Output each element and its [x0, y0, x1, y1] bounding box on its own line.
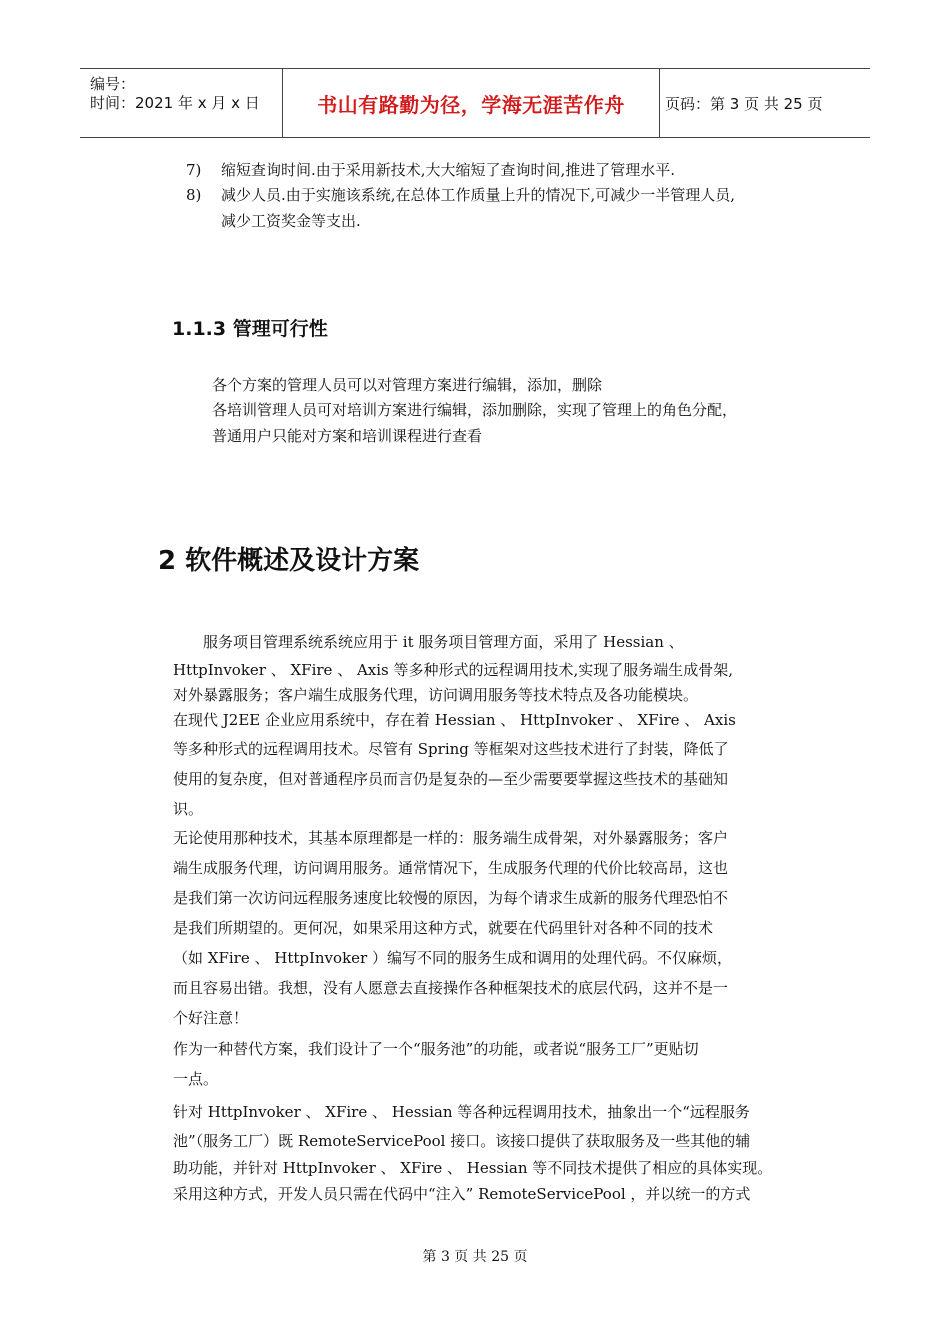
paragraph-line: 使用的复杂度，但对普通程序员而言仍是复杂的—至少需要要掌握这些技术的基础知: [173, 770, 729, 788]
header-motto-cell: [283, 69, 660, 137]
header-time-label: 时间：2021 年 x 月 x 日: [90, 94, 260, 112]
paragraph-line: 作为一种替代方案，我们设计了一个“服务池”的功能，或者说“服务工厂”更贴切: [173, 1040, 699, 1058]
paragraph-line: 是我们第一次访问远程服务速度比较慢的原因，为每个请求生成新的服务代理恐怕不: [173, 889, 729, 907]
list-item-number: 8): [186, 186, 202, 204]
list-item-number: 7): [186, 161, 202, 179]
page-footer: 第 3 页 共 25 页: [422, 1249, 528, 1265]
paragraph-line: 一点。: [173, 1070, 219, 1088]
paragraph-line: 采用这种方式，开发人员只需在代码中“注入” RemoteServicePool ，并以统一的方式: [173, 1185, 751, 1203]
header-motto: 书山有路勤为径，学海无涯苦作舟: [317, 92, 625, 117]
paragraph-line: 池”（服务工厂）既 RemoteServicePool 接口。该接口提供了获取服务及一些其他的辅: [173, 1132, 751, 1150]
paragraph-line: 无论使用那种技术，其基本原理都是一样的：服务端生成骨架，对外暴露服务；客户: [173, 829, 729, 847]
paragraph-line: HttpInvoker 、 XFire 、 Axis 等多种形式的远程调用技术,实现了服务端生成骨架,: [173, 661, 734, 679]
paragraph-line: 对外暴露服务；客户端生成服务代理，访问调用服务等技术特点及各功能模块。: [173, 686, 699, 704]
paragraph-line: 各个方案的管理人员可以对管理方案进行编辑，添加，删除: [212, 376, 603, 394]
paragraph-line: 助功能，并针对 HttpInvoker 、 XFire 、 Hessian 等不同技术提供了相应的具体实现。: [173, 1159, 773, 1177]
paragraph-line: （如 XFire 、 HttpInvoker ）编写不同的服务生成和调用的处理代码。不仅麻烦，: [173, 949, 732, 967]
list-item-text: 缩短查询时间.由于采用新技术,大大缩短了查询时间,推进了管理水平.: [221, 161, 676, 179]
paragraph-line: 是我们所期望的。更何况，如果采用这种方式，就要在代码里针对各种不同的技术: [173, 919, 714, 937]
paragraph-line: 服务项目管理系统系统应用于 it 服务项目管理方面，采用了 Hessian 、: [173, 633, 684, 651]
paragraph-line: 在现代 J2EE 企业应用系统中，存在着 Hessian 、 HttpInvoker 、 XFire 、 Axis: [173, 711, 736, 729]
paragraph-line: 识。: [173, 800, 204, 818]
paragraph-line: 针对 HttpInvoker 、 XFire 、 Hessian 等各种远程调用技术，抽象出一个“远程服务: [173, 1103, 750, 1121]
page-header: [80, 68, 870, 138]
paragraph-line: 普通用户只能对方案和培训课程进行查看: [212, 427, 483, 445]
paragraph-line: 各培训管理人员可对培训方案进行编辑，添加删除，实现了管理上的角色分配，: [212, 401, 738, 419]
paragraph-line: 而且容易出错。我想，没有人愿意去直接操作各种框架技术的底层代码，这并不是一: [173, 979, 729, 997]
section-heading-2: 2 软件概述及设计方案: [158, 546, 420, 576]
list-item-text: 减少工资奖金等支出.: [221, 212, 361, 230]
header-meta-cell: [80, 69, 283, 137]
header-number-label: 编号：: [90, 75, 136, 93]
section-heading-1-1-3: 1.1.3 管理可行性: [172, 318, 328, 340]
paragraph-line: 端生成服务代理，访问调用服务。通常情况下，生成服务代理的代价比较高昂，这也: [173, 859, 729, 877]
paragraph-line: 个好注意！: [173, 1009, 249, 1027]
header-page-cell: [660, 69, 870, 137]
paragraph-line: 等多种形式的远程调用技术。尽管有 Spring 等框架对这些技术进行了封装，降低了: [173, 740, 729, 758]
header-page-info: 页码：第 3 页 共 25 页: [665, 94, 823, 113]
list-item-text: 减少人员.由于实施该系统,在总体工作质量上升的情况下,可减少一半管理人员,: [221, 186, 736, 204]
